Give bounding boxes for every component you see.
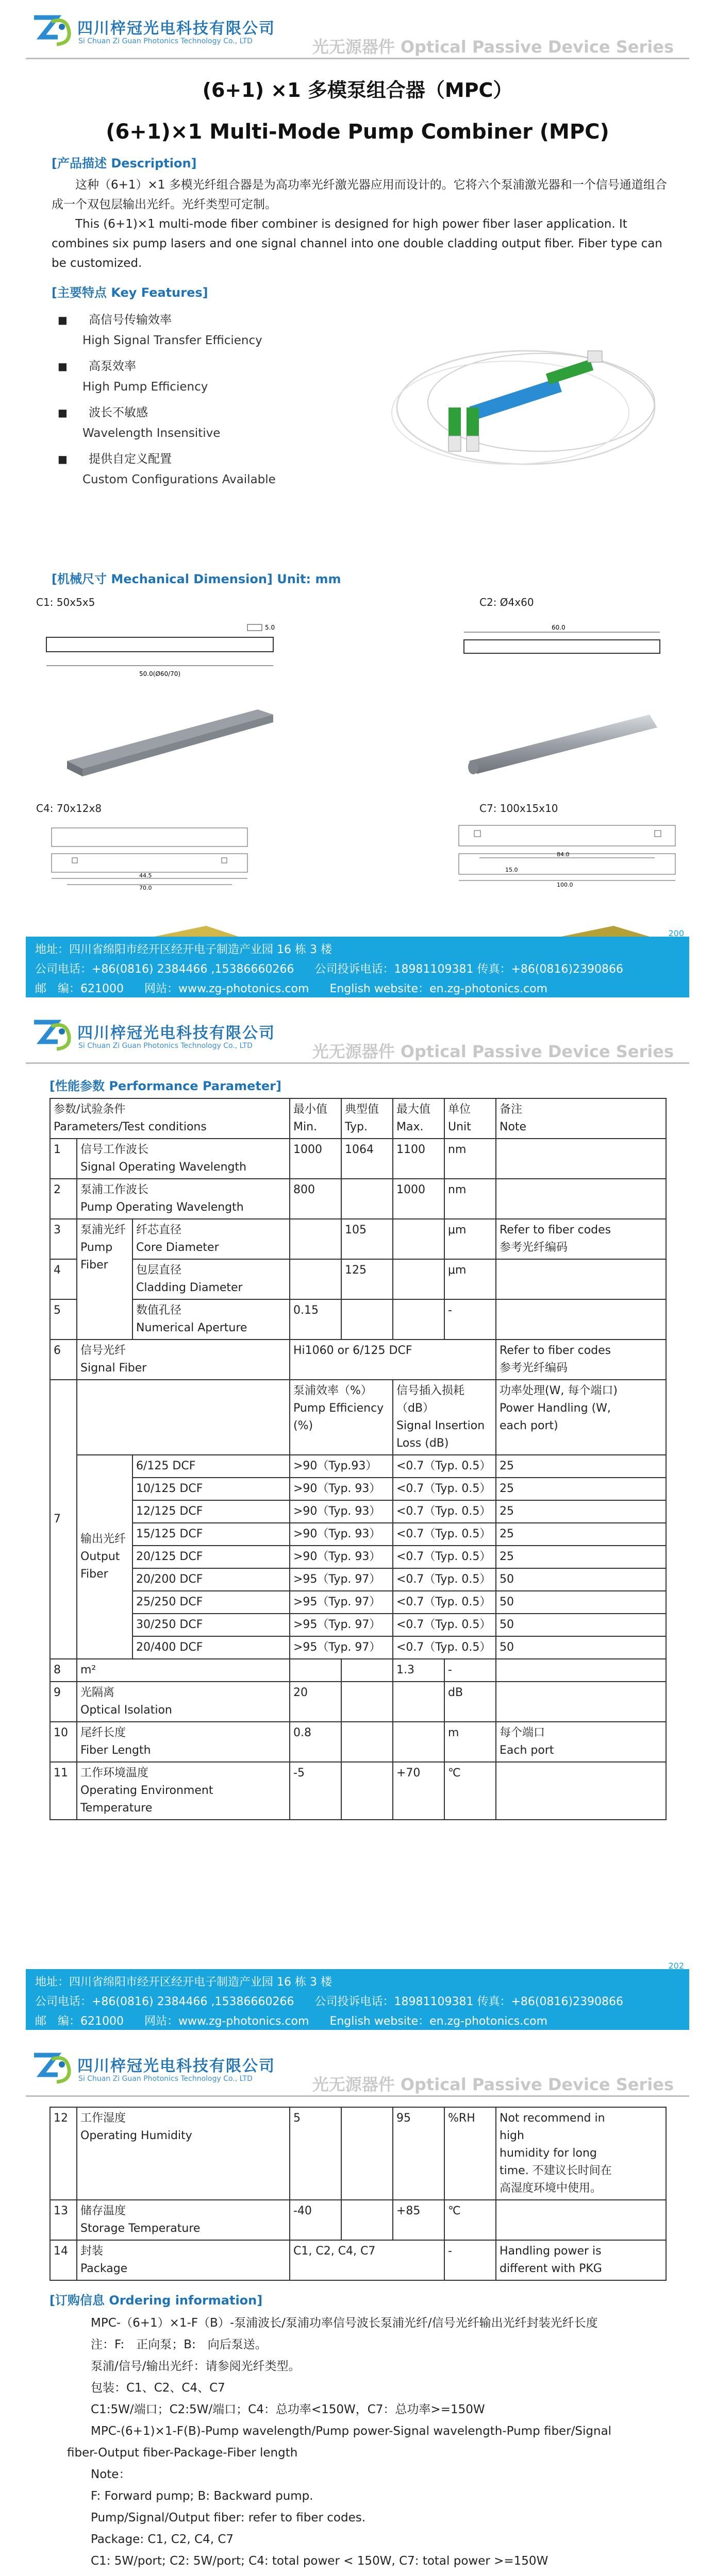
company-name-en: Si Chuan Zi Guan Photonics Technology Co., LTD <box>78 2075 253 2083</box>
ordering-line: fiber-Output fiber-Package-Fiber length <box>67 2446 298 2460</box>
page-2 <box>0 1005 715 2038</box>
table-row: 13 储存温度 Storage Temperature -40 +85 ℃ <box>50 2200 666 2240</box>
header-divider <box>26 58 689 59</box>
page-number: 200 <box>668 928 684 938</box>
footer-address: 地址：四川省绵阳市经开区经开电子制造产业园 16 栋 3 楼 <box>35 1976 332 1989</box>
title-en: (6+1)×1 Multi-Mode Pump Combiner (MPC) <box>106 120 609 144</box>
company-name-cn: 四川梓冠光电科技有限公司 <box>77 2057 275 2075</box>
c4-drawing <box>36 818 284 890</box>
table-header-row: 参数/试验条件 Parameters/Test conditions 最小值 Min. 典型值 Typ. 最大值 Max. 单位 Unit 备注 Note <box>50 1098 666 1139</box>
website-link[interactable]: 网站：www.zg-photonics.com <box>144 982 309 995</box>
table-row: 9 光隔离 Optical Isolation 20 dB <box>50 1682 666 1722</box>
english-website-link[interactable]: English website：en.zg-photonics.com <box>329 2015 548 2028</box>
ordering-line: MPC-(6+1)×1-F(B)-Pump wavelength/Pump power-Signal wavelength-Pump fiber/Signal <box>91 2425 612 2438</box>
features-section <box>52 304 679 560</box>
ordering-line: Note： <box>91 2468 131 2481</box>
company-name-cn: 四川梓冠光电科技有限公司 <box>77 20 275 38</box>
ordering-line: Pump/Signal/Output fiber: refer to fiber codes. <box>91 2511 366 2524</box>
svg-text:60.0: 60.0 <box>552 624 566 631</box>
c1-label: C1: 50x5x5 <box>36 596 95 608</box>
series-slogan: 光无源器件 Optical Passive Device Series <box>312 1042 674 1061</box>
c4-label: C4: 70x12x8 <box>36 802 102 815</box>
page-header <box>26 1005 689 1066</box>
table-row: 5 数值孔径 Numerical Aperture 0.15 - <box>50 1299 666 1340</box>
svg-text:44.5: 44.5 <box>139 872 152 879</box>
dimension-heading: [机械尺寸 Mechanical Dimension] Unit: mm <box>52 572 341 586</box>
table-subheader-row: 7 泵浦效率（%） Pump Efficiency (%) 信号插入损耗 （dB） Signal Insertion Loss (dB) 功率处理(W, 每个端口) Power Handling (W, each port) <box>50 1380 666 1455</box>
table-row: 3 泵浦光纤 Pump Fiber 纤芯直径 Core Diameter 105 μm Refer to fiber codes 参考光纤编码 <box>50 1219 666 1259</box>
performance-heading: [性能参数 Performance Parameter] <box>49 1079 281 1093</box>
series-slogan: 光无源器件 Optical Passive Device Series <box>312 37 674 57</box>
c7-drawing <box>448 818 686 890</box>
page-footer <box>26 1961 689 2030</box>
footer-web: 邮 编：621000 网站：www.zg-photonics.com English website：en.zg-photonics.com <box>35 2015 548 2028</box>
header-divider <box>26 1062 689 1064</box>
c2-label: C2: Ø4x60 <box>479 596 534 608</box>
features-list <box>52 310 276 495</box>
features-heading: [主要特点 Key Features] <box>52 285 208 300</box>
table-row: 6 信号光纤 Signal Fiber Hi1060 or 6/125 DCF Refer to fiber codes 参考光纤编码 <box>50 1340 666 1380</box>
c1-render <box>36 699 294 787</box>
table-row: 2 泵浦工作波长 Pump Operating Wavelength 800 1000 nm <box>50 1179 666 1219</box>
table-row: 1 信号工作波长 Signal Operating Wavelength 1000 1064 1100 nm <box>50 1139 666 1179</box>
footer-phones: 公司电话：+86(0816) 2384466 ,15386660266 公司投诉电话：18981109381 传真：+86(0816)2390866 <box>35 963 624 976</box>
table-row: 4 包层直径 Cladding Diameter 125 μm <box>50 1259 666 1299</box>
svg-text:50.0(Ø60/70): 50.0(Ø60/70) <box>139 670 181 677</box>
description-en: This (6+1)×1 multi-mode fiber combiner is designed for high power fiber laser application. It combines six pump lasers and one signal channel into one double cladding output fiber. Fiber type can be customized. <box>52 217 662 270</box>
ordering-line: C1: 5W/port; C2: 5W/port; C4: total power < 150W, C7: total power >=150W <box>91 2554 548 2568</box>
ordering-heading: [订购信息 Ordering information] <box>49 2293 263 2308</box>
ordering-line: 包装：C1、C2、C4、C7 <box>91 2381 225 2395</box>
ordering-line: F: Forward pump; B: Backward pump. <box>91 2489 313 2503</box>
performance-table-continued <box>49 2107 667 2281</box>
ordering-info <box>67 2312 679 2572</box>
title-cn: (6+1) ×1 多模泵组合器（MPC） <box>202 79 513 101</box>
company-logo-icon <box>31 2049 72 2085</box>
header-divider <box>26 2095 689 2097</box>
feature-item: ■ 高泵效率 High Pump Efficiency <box>52 356 276 397</box>
table-row: 输出光纤 Output Fiber 6/125 DCF >90（Typ.93） <0.7（Typ. 0.5） 25 <box>50 1455 666 1478</box>
table-row: 12 工作湿度 Operating Humidity 5 95 %RH Not recommend in high humidity for long time. 不建议长时间在 高湿度环境中使用。 <box>50 2107 666 2200</box>
page-1 <box>0 0 715 1005</box>
description-cn: 这种（6+1）×1 多模光纤组合器是为高功率光纤激光器应用而设计的。它将六个泵浦激光器和一个信号通道组合成一个双包层输出光纤。光纤类型可定制。 <box>52 178 667 211</box>
company-logo-icon <box>31 1016 72 1052</box>
series-slogan: 光无源器件 Optical Passive Device Series <box>312 2075 674 2094</box>
svg-text:15.0: 15.0 <box>505 867 518 873</box>
table-row: 10/125 DCF >90（Typ. 93） <0.7（Typ. 0.5） 25 <box>50 1478 666 1500</box>
table-row: 25/250 DCF >95（Typ. 97） <0.7（Typ. 0.5） 50 <box>50 1591 666 1614</box>
company-logo-icon <box>31 11 72 47</box>
page-number: 202 <box>668 1961 684 1971</box>
page-header <box>26 2038 689 2099</box>
c2-drawing <box>448 622 675 684</box>
ordering-line: Package: C1, C2, C4, C7 <box>91 2533 234 2546</box>
product-photo <box>371 330 691 485</box>
page-3 <box>0 2038 715 2576</box>
feature-item: ■ 波长不敏感 Wavelength Insensitive <box>52 402 276 444</box>
svg-text:70.0: 70.0 <box>139 885 152 890</box>
english-website-link[interactable]: English website：en.zg-photonics.com <box>329 982 548 995</box>
table-row: 12/125 DCF >90（Typ. 93） <0.7（Typ. 0.5） 25 <box>50 1500 666 1523</box>
ordering-line: 泵浦/信号/输出光纤：请参阅光纤类型。 <box>91 2360 301 2373</box>
feature-item: ■ 高信号传输效率 High Signal Transfer Efficiency <box>52 310 276 351</box>
table-row: 10 尾纤长度 Fiber Length 0.8 m 每个端口 Each port <box>50 1722 666 1762</box>
footer-web: 邮 编：621000 网站：www.zg-photonics.com English website：en.zg-photonics.com <box>35 982 548 995</box>
c1-drawing <box>36 622 294 684</box>
page-footer <box>26 928 689 997</box>
company-name-en: Si Chuan Zi Guan Photonics Technology Co., LTD <box>78 1042 253 1050</box>
website-link[interactable]: 网站：www.zg-photonics.com <box>144 2015 309 2028</box>
table-row: 8 m² 1.3 - <box>50 1659 666 1682</box>
svg-text:84.0: 84.0 <box>557 851 570 858</box>
ordering-line: 注：F: 正向泵；B: 向后泵送。 <box>91 2338 267 2351</box>
feature-item: ■ 提供自定义配置 Custom Configurations Available <box>52 449 276 490</box>
table-row: 30/250 DCF >95（Typ. 97） <0.7（Typ. 0.5） 50 <box>50 1614 666 1636</box>
footer-address: 地址：四川省绵阳市经开区经开电子制造产业园 16 栋 3 楼 <box>35 943 332 956</box>
c7-label: C7: 100x15x10 <box>479 802 558 815</box>
table-row: 15/125 DCF >90（Typ. 93） <0.7（Typ. 0.5） 25 <box>50 1523 666 1546</box>
footer-phones: 公司电话：+86(0816) 2384466 ,15386660266 公司投诉电话：18981109381 传真：+86(0816)2390866 <box>35 1995 624 2008</box>
performance-table <box>49 1098 667 1820</box>
ordering-line: MPC-（6+1）×1-F（B）-泵浦波长/泵浦功率信号波长泵浦光纤/信号光纤输出光纤封装光纤长度 <box>91 2316 598 2330</box>
table-row: 20/400 DCF >95（Typ. 97） <0.7（Typ. 0.5） 50 <box>50 1636 666 1659</box>
page-header <box>26 0 689 62</box>
svg-text:100.0: 100.0 <box>557 882 573 888</box>
table-row: 11 工作环境温度 Operating Environment Temperature -5 +70 ℃ <box>50 1762 666 1820</box>
table-row: 20/125 DCF >90（Typ. 93） <0.7（Typ. 0.5） 25 <box>50 1546 666 1568</box>
svg-text:5.0: 5.0 <box>265 624 275 631</box>
table-row: 14 封装 Package C1, C2, C4, C7 - Handling power is different with PKG <box>50 2240 666 2280</box>
company-name-cn: 四川梓冠光电科技有限公司 <box>77 1024 275 1042</box>
ordering-line: C1:5W/端口；C2:5W/端口；C4：总功率<150W，C7：总功率>=150W <box>91 2403 485 2416</box>
description-heading: [产品描述 Description] <box>52 156 197 171</box>
company-name-en: Si Chuan Zi Guan Photonics Technology Co., LTD <box>78 37 253 45</box>
c2-render <box>448 704 675 787</box>
table-row: 20/200 DCF >95（Typ. 97） <0.7（Typ. 0.5） 50 <box>50 1568 666 1591</box>
